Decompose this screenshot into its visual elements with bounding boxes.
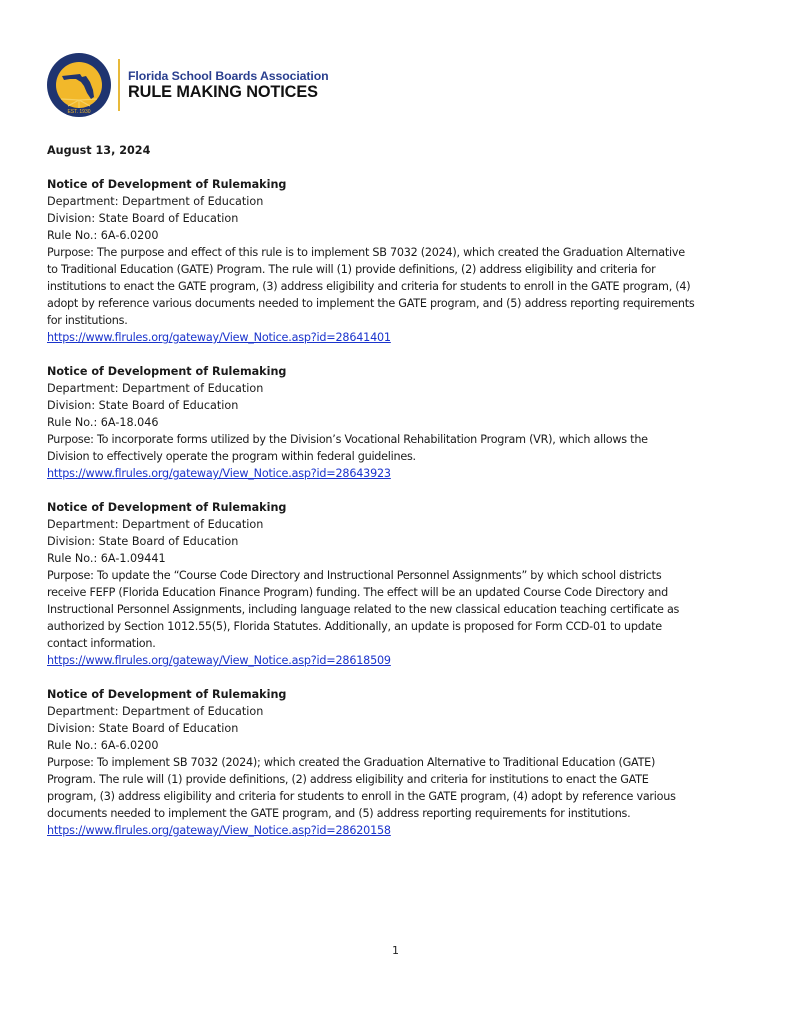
purpose-line: institutions to enact the GATE program, (3) address eligibility and criteria for students to enroll in the GATE program, (4) — [47, 280, 691, 293]
header-divider — [118, 59, 120, 111]
purpose-line: adopt by reference various documents needed to implement the GATE program, and (5) address reporting requirements — [47, 297, 695, 310]
fsba-seal-logo-icon — [46, 52, 112, 118]
notice-link[interactable]: https://www.flrules.org/gateway/View_Notice.asp?id=28620158 — [47, 824, 391, 837]
notice-link[interactable]: https://www.flrules.org/gateway/View_Notice.asp?id=28643923 — [47, 467, 391, 480]
purpose-line: Purpose: To incorporate forms utilized by the Division’s Vocational Rehabilitation Program (VR), which allows the — [47, 433, 648, 446]
purpose-line: Program. The rule will (1) provide definitions, (2) address eligibility and criteria for institutions to enact the GATE — [47, 773, 649, 786]
notice-title: Notice of Development of Rulemaking — [47, 178, 287, 191]
purpose-line: documents needed to implement the GATE program, and (5) address reporting requirements for institutions. — [47, 807, 631, 820]
svg-text:EST. 1930: EST. 1930 — [67, 109, 91, 115]
notice-item — [47, 686, 757, 839]
notice-title: Notice of Development of Rulemaking — [47, 501, 287, 514]
rule-number: Rule No.: 6A-1.09441 — [47, 552, 166, 565]
purpose-line: Division to effectively operate the program within federal guidelines. — [47, 450, 416, 463]
department: Department: Department of Education — [47, 705, 264, 718]
header — [46, 52, 329, 118]
notice-link[interactable]: https://www.flrules.org/gateway/View_Notice.asp?id=28618509 — [47, 654, 391, 667]
notice-item — [47, 176, 757, 346]
rule-number: Rule No.: 6A-6.0200 — [47, 739, 159, 752]
purpose-line: Purpose: To update the “Course Code Directory and Instructional Personnel Assignments” by which school districts — [47, 569, 662, 582]
organization-name: Florida School Boards Association — [128, 69, 329, 83]
purpose-line: Purpose: The purpose and effect of this rule is to implement SB 7032 (2024), which created the Graduation Alternative — [47, 246, 685, 259]
division: Division: State Board of Education — [47, 399, 239, 412]
department: Department: Department of Education — [47, 195, 264, 208]
notice-date: August 13, 2024 — [47, 144, 151, 157]
division: Division: State Board of Education — [47, 212, 239, 225]
notice-item — [47, 363, 757, 482]
department: Department: Department of Education — [47, 518, 264, 531]
brand-block — [128, 69, 329, 101]
purpose-line: program, (3) address eligibility and criteria for students to enroll in the GATE program, (4) adopt by reference various — [47, 790, 676, 803]
notice-item — [47, 499, 757, 669]
purpose-line: receive FEFP (Florida Education Finance Program) funding. The effect will be an updated Course Code Directory and — [47, 586, 668, 599]
division: Division: State Board of Education — [47, 535, 239, 548]
notice-title: Notice of Development of Rulemaking — [47, 688, 287, 701]
notice-link[interactable]: https://www.flrules.org/gateway/View_Notice.asp?id=28641401 — [47, 331, 391, 344]
purpose-line: contact information. — [47, 637, 156, 650]
purpose-line: to Traditional Education (GATE) Program. The rule will (1) provide definitions, (2) address eligibility and criteria for — [47, 263, 656, 276]
purpose-line: Instructional Personnel Assignments, including language related to the new classical education teaching certificate as — [47, 603, 680, 616]
rule-number: Rule No.: 6A-18.046 — [47, 416, 159, 429]
publication-title: RULE MAKING NOTICES — [128, 83, 318, 101]
purpose-line: authorized by Section 1012.55(5), Florida Statutes. Additionally, an update is proposed for Form CCD-01 to update — [47, 620, 662, 633]
department: Department: Department of Education — [47, 382, 264, 395]
notice-title: Notice of Development of Rulemaking — [47, 365, 287, 378]
page-number: 1 — [392, 944, 399, 957]
document-body — [47, 142, 757, 856]
purpose-line: for institutions. — [47, 314, 128, 327]
purpose-line: Purpose: To implement SB 7032 (2024); which created the Graduation Alternative to Traditional Education (GATE) — [47, 756, 656, 769]
division: Division: State Board of Education — [47, 722, 239, 735]
rule-number: Rule No.: 6A-6.0200 — [47, 229, 159, 242]
